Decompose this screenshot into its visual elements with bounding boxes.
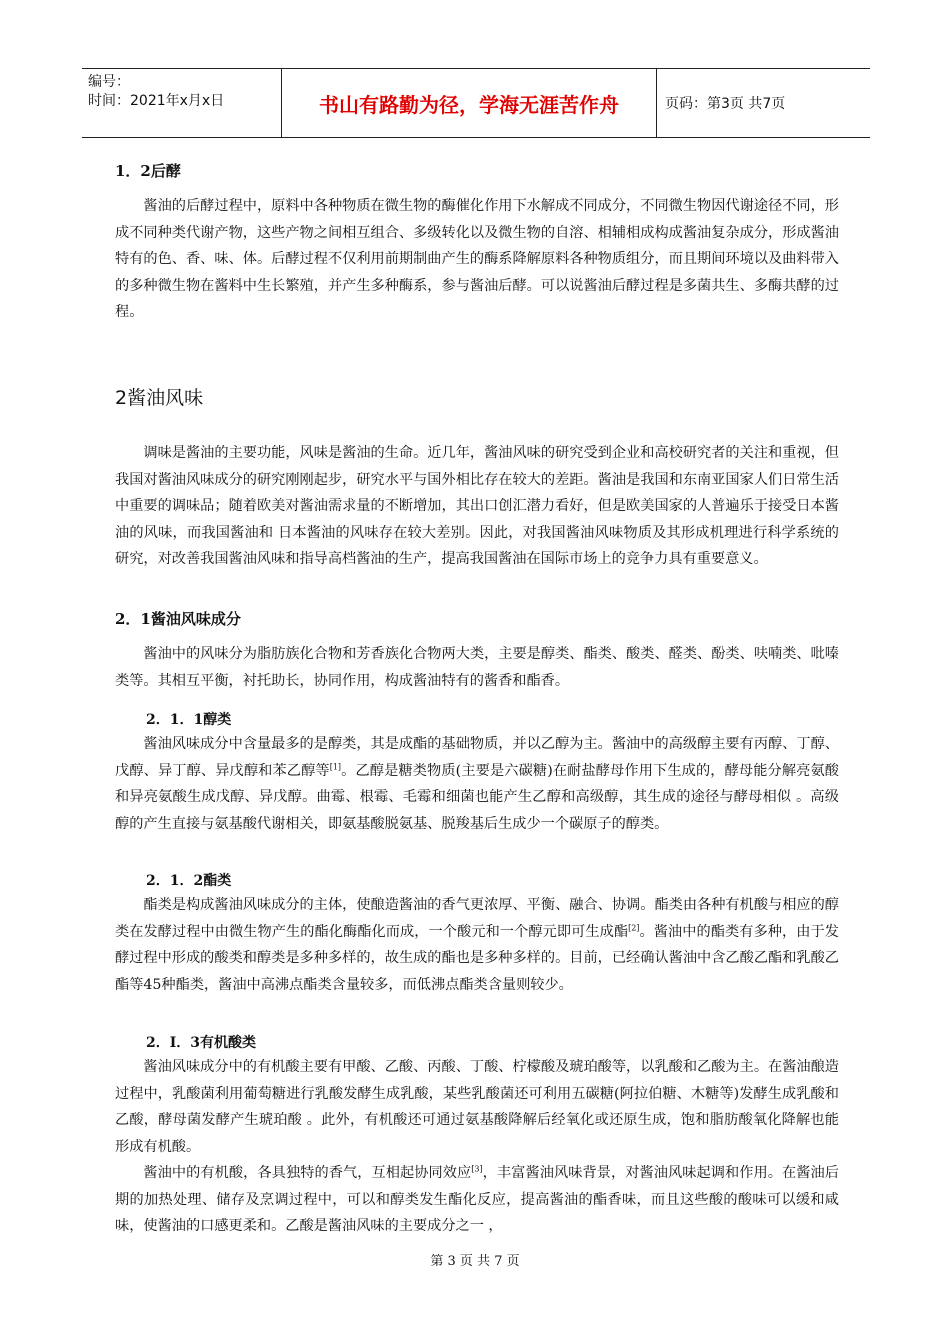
heading-2-1-1: 2．1．1醇类	[146, 712, 232, 728]
header-meta	[82, 69, 282, 137]
text-run: 。乙醇是糖类物质(主要是六碳糖)在耐盐酵母作用下生成的，酵母能分解亮氨酸和异亮氨酸生成戊醇、异戊醇。曲霉、根霉、毛霉和细菌也能产生乙醇和高级醇，其生成的途径与酵母相似 。高级醇的产生直接与氨基酸代谢相关，即氨基酸脱氨基、脱羧基后生成少一个碳原子的醇类。	[115, 762, 839, 832]
paragraph-2-1-3b	[115, 1160, 839, 1240]
page-header	[82, 68, 870, 138]
text-run: 酱油中的有机酸，各具独特的香气，互相起协同效应	[143, 1165, 472, 1181]
heading-1-2: 1．2后酵	[115, 162, 181, 180]
citation-ref: [3]	[471, 1164, 483, 1174]
heading-2: 2酱油风味	[115, 387, 204, 409]
heading-2-1: 2．1酱油风味成分	[115, 610, 241, 628]
text-run: ，丰富酱油风味背景，对酱油风味起调和作用。在酱油后期的加热处理、储存及烹调过程中，可以和醇类发生酯化反应，提高酱油的酯香味，而且这些酸的酸味可以缓和咸味，使酱油的口感更柔和。乙酸是酱油风味的主要成分之一 ，	[115, 1165, 839, 1234]
paragraph-1-2: 酱油的后酵过程中，原料中各种物质在微生物的酶催化作用下水解成不同成分，不同微生物因代谢途径不同，形成不同种类代谢产物，这些产物之间相互组合、多级转化以及微生物的自溶、相辅相成构成酱油复杂成分，形成酱油特有的色、香、味、体。后酵过程不仅利用前期制曲产生的酶系降解原料各种物质组分，而且期间环境以及曲料带入的多种微生物在酱料中生长繁殖，并产生多种酶系，参与酱油后酵。可以说酱油后酵过程是多菌共生、多酶共酵的过程。	[115, 198, 839, 320]
header-motto: 书山有路勤为径，学海无涯苦作舟	[282, 69, 657, 137]
citation-ref: [2]	[628, 922, 640, 932]
header-page-label: 页码：第3页 共7页	[665, 96, 786, 112]
doc-number-label: 编号：	[88, 74, 130, 90]
text-run: 酯类是构成酱油风味成分的主体，使酿造酱油的香气更浓厚、平衡、融合、协调。酯类由各种有机酸与相应的醇类在发酵过程中由微生物产生的酯化酶酯化而成，一个酸元和一个醇元即可生成酯	[115, 897, 839, 940]
citation-ref: [1]	[329, 761, 342, 771]
paragraph-2-1: 酱油中的风味分为脂肪族化合物和芳香族化合物两大类，主要是醇类、酯类、酸类、醛类、酚类、呋喃类、吡嗪类等。其相互平衡，衬托助长，协同作用，构成酱油特有的酱香和酯香。	[115, 646, 839, 689]
paragraph-2-1-2	[115, 892, 839, 998]
text-run: 。酱油中的酯类有多种，由于发酵过程中形成的酸类和醇类是多种多样的，故生成的酯也是多种多样的。目前，已经确认酱油中含乙酸乙酯和乳酸乙酯等45种酯类，酱油中高沸点酯类含量较多，而低沸点酯类含量则较少。	[115, 923, 839, 993]
paragraph-2-1-1	[115, 731, 839, 837]
paragraph-2-1-3a: 酱油风味成分中的有机酸主要有甲酸、乙酸、丙酸、丁酸、柠檬酸及琥珀酸等，以乳酸和乙酸为主。在酱油酿造过程中，乳酸菌利用葡萄糖进行乳酸发酵生成乳酸，某些乳酸菌还可利用五碳糖(阿拉伯糖、木糖等)发酵生成乳酸和乙酸，酵母菌发酵产生琥珀酸 。此外，有机酸还可通过氨基酸降解后经氧化或还原生成，饱和脂肪酸氧化降解也能形成有机酸。	[115, 1059, 839, 1155]
heading-2-1-2: 2．1．2酯类	[146, 873, 232, 889]
page-footer: 第 3 页 共 7 页	[430, 1254, 520, 1269]
paragraph-2: 调味是酱油的主要功能，风味是酱油的生命。近几年，酱油风味的研究受到企业和高校研究者的关注和重视，但我国对酱油风味成分的研究刚刚起步，研究水平与国外相比存在较大的差距。酱油是我国和东南亚国家人们日常生活中重要的调味品；随着欧美对酱油需求量的不断增加，其出口创汇潜力看好，但是欧美国家的人普遍乐于接受日本酱油的风味，而我国酱油和 日本酱油的风味存在较大差别。因此，对我国酱油风味物质及其形成机理进行科学系统的研究，对改善我国酱油风味和指导高档酱油的生产，提高我国酱油在国际市场上的竞争力具有重要意义。	[115, 445, 839, 567]
heading-2-1-3: 2．I．3有机酸类	[146, 1035, 257, 1051]
doc-date-label: 时间：2021年x月x日	[88, 93, 225, 109]
text-run: 酱油风味成分中含量最多的是醇类，其是成酯的基础物质，并以乙醇为主。酱油中的高级醇主要有丙醇、丁醇、戊醇、异丁醇、异戊醇和苯乙醇等	[115, 736, 839, 779]
